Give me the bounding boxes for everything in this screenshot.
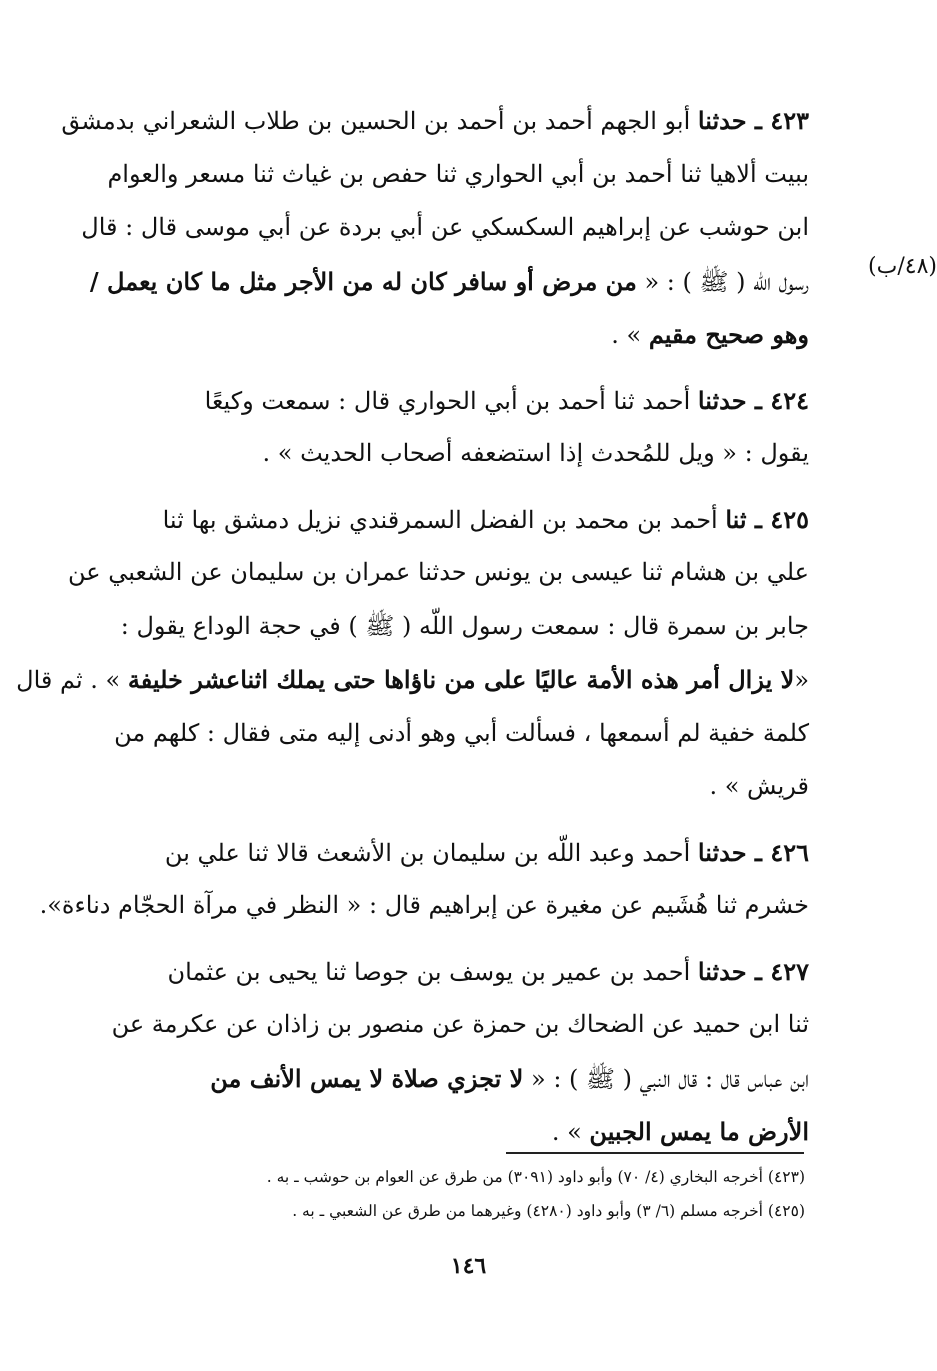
hadith-line: [52, 148, 809, 202]
hadith-line: [52, 546, 809, 600]
hadith-line: [16, 653, 809, 707]
line-text: علي بن هشام ثنا عيسى بن يونس حدثنا عمران بن سليمان عن الشعبي عن: [68, 558, 809, 586]
hadith-number: ٤٢٧ ـ حدثنا: [697, 956, 809, 986]
hadith-425: [16, 493, 809, 814]
hadith-line: [52, 1052, 809, 1106]
prophetic-quote: وهو صحيح مقيم: [648, 320, 809, 349]
line-text: جابر بن سمرة قال : سمعت رسول اللّه ( ﷺ ) في حجة الوداع يقول :: [120, 611, 809, 640]
hadith-line: [52, 998, 809, 1052]
hadith-number: ٤٢٣ ـ حدثنا: [697, 106, 809, 135]
hadith-line: [52, 308, 809, 362]
hadith-line: [52, 1105, 809, 1159]
line-text: ابن حوشب عن إبراهيم السكسكي عن أبي بردة عن أبي موسى قال : قال: [81, 213, 809, 241]
hadith-line: [52, 826, 809, 880]
footnote-425: (٤٢٥) أخرجه مسلم (٦/ ٣) وأبو داود (٤٢٨٠) وغيرهما من طرق عن الشعبي ـ به .: [292, 1202, 805, 1220]
line-text: خشرم ثنا هُشَيم عن مغيرة عن إبراهيم قال : « النظر في مرآة الحجّام دناءة».: [39, 891, 809, 919]
line-text: ابن عباس قال : قال النبي ( ﷺ ) : «: [523, 1064, 809, 1093]
line-text: أحمد بن عمير بن يوسف بن جوصا ثنا يحيى بن عثمان: [167, 957, 698, 986]
line-text: ببيت ألاهيا ثنا أحمد بن أبي الحواري ثنا حفص بن غياث ثنا مسعر والعوام: [107, 159, 809, 188]
footnote-423: (٤٢٣) أخرجه البخاري (٤/ ٧٠) وأبو داود (٣٠٩١) من طرق عن العوام بن حوشب ـ به .: [266, 1168, 805, 1186]
hadith-line: [39, 879, 809, 933]
line-text: «: [794, 666, 809, 694]
line-text: رسول اللّه ( ﷺ ) : «: [636, 267, 809, 296]
hadith-line: [52, 493, 809, 547]
margin-folio-note: (٤٨/ب): [868, 254, 937, 279]
prophetic-quote: من مرض أو سافر كان له من الأجر مثل ما كان يعمل /: [89, 266, 637, 296]
hadith-number: ٤٢٦ ـ حدثنا: [697, 837, 809, 867]
line-text: أحمد وعبد اللّه بن سليمان بن الأشعث قالا ثنا علي بن: [164, 838, 698, 867]
hadith-number: ٤٢٥ ـ ثنا: [725, 504, 809, 534]
footnotes: [120, 1160, 805, 1228]
line-text: يقول : « ويل للمُحدث إذا استضعفه أصحاب الحديث » .: [262, 439, 809, 467]
prophetic-quote: الأرض ما يمس الجبين: [589, 1117, 809, 1146]
hadith-line: [52, 201, 809, 255]
hadith-427: [52, 945, 809, 1159]
hadith-line: [52, 600, 809, 654]
hadith-line: [52, 760, 809, 814]
line-text: » . ثم قال: [16, 666, 128, 694]
hadith-424: [52, 374, 809, 481]
page-number: ١٤٦: [450, 1253, 487, 1279]
hadith-line: [52, 374, 809, 428]
line-text: أبو الجهم أحمد بن أحمد بن الحسين بن طلاب الشعراني بدمشق: [61, 107, 698, 135]
hadith-line: [52, 945, 809, 999]
hadith-number: ٤٢٤ ـ حدثنا: [697, 385, 809, 415]
hadith-line: [52, 427, 809, 481]
hadith-line: [52, 707, 809, 761]
hadith-line: [52, 94, 809, 148]
line-text: أحمد بن محمد بن الفضل السمرقندي نزيل دمشق بها ثنا: [162, 505, 726, 534]
line-text: أحمد ثنا أحمد بن أبي الحواري قال : سمعت وكيعًا: [204, 386, 698, 415]
hadith-426: [39, 826, 809, 933]
line-text: ثنا ابن حميد عن الضحاك بن حمزة عن منصور بن زاذان عن عكرمة عن: [111, 1010, 809, 1038]
main-text: [16, 94, 809, 1171]
line-text: كلمة خفية لم أسمعها ، فسألت أبي وهو أدنى إليه متى فقال : كلهم من: [114, 718, 809, 747]
prophetic-quote: لا يزال أمر هذه الأمة عاليًا على من ناؤاها حتى يملك اثناعشر خليفة: [127, 665, 795, 694]
line-text: قريش » .: [709, 772, 809, 800]
line-text: » .: [551, 1118, 590, 1146]
line-text: » .: [611, 321, 649, 349]
hadith-line: [52, 255, 809, 309]
footnote-divider: [506, 1152, 804, 1154]
prophetic-quote: لا تجزي صلاة لا يمس الأنف من: [210, 1063, 524, 1093]
hadith-423: [52, 94, 809, 362]
